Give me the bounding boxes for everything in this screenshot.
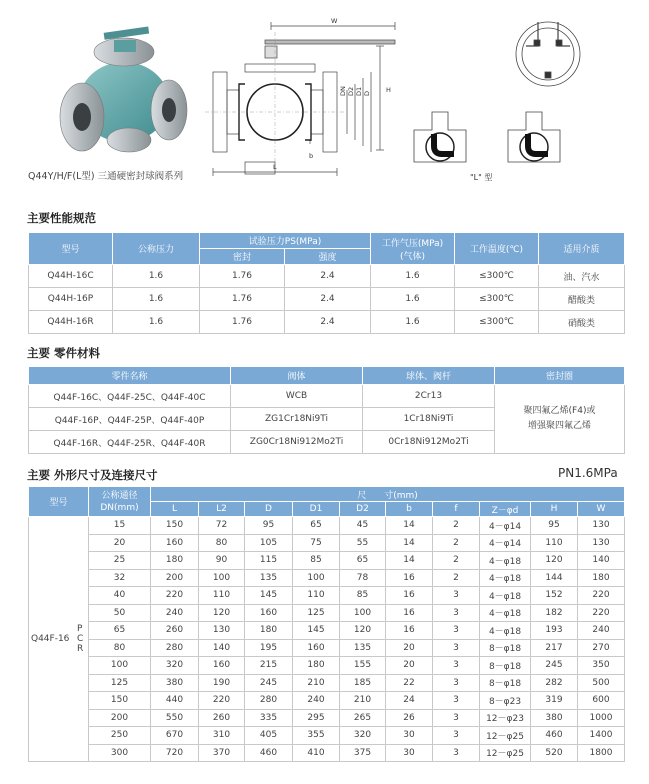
seal-material-cell: 聚四氟乙烯(F4)或 增强聚四氟乙烯 [495,385,625,454]
table-cell: 3 [433,639,480,657]
svg-text:L: L [273,163,277,171]
table-cell: 250 [89,727,151,745]
table-cell: 380 [151,674,199,692]
table-row [29,744,625,762]
header-part-name: 零件名称 [29,367,231,385]
table-cell: 65 [89,622,151,640]
table-cell: 280 [151,639,199,657]
table-cell: 16 [386,604,433,622]
table-cell: 460 [531,727,578,745]
table-cell: 20 [89,534,151,552]
table-cell: 670 [151,727,199,745]
header-medium: 适用介质 [539,233,625,265]
table-cell: 4－φ14 [480,517,531,535]
table-cell: 100 [340,604,386,622]
table-cell: 22 [386,674,433,692]
table-cell: 4－φ18 [480,587,531,605]
dimensions-table: 型号 公称通径 DN(mm) 尺 寸(mm) L L2 D D1 D2 b f Z－φd H W Q44F-16 P C R 15 150 72 95 65 45 14 2 4－φ14 95 130 20 160 80 105 75 55 14 2 4－φ14 110 130 25 180 90 115 85 65 14 2 4－φ18 120 140 32 200 100 135 100 78 16 2 4－φ18 144 180 40 220 110 145 110 85 16 3 4－φ18 152 220 50 240 120 160 125 100 16 3 4－φ18 182 220 65 260 130 180 145 120 16 3 4－φ18 193 240 80 280 140 195 160 135 20 3 8－φ18 217 270 100 320 160 215 180 155 20 3 8－φ18 245 350 125 380 190 245 210 185 22 3 8－φ18 282 500 150 440 220 280 240 210 24 3 8－φ23 319 600 200 550 260 335 295 265 26 3 12－φ23 380 1000 250 670 310 405 355 320 30 3 12－φ25 460 1400 300 720 370 460 410 375 30 3 12－φ25 520 1800 [28,486,625,762]
svg-text:DN: DN [339,86,347,96]
table-cell: 140 [578,552,625,570]
header-test-pressure: 试验压力PS(MPa) [200,233,371,249]
table-cell: 90 [199,552,245,570]
table-cell: 8－φ18 [480,657,531,675]
table-cell: 240 [578,622,625,640]
table-cell: 100 [199,569,245,587]
model-main: Q44F-16 [31,634,70,644]
svg-text:D1: D1 [355,86,363,96]
table-cell: 155 [340,657,386,675]
table-cell: 460 [245,744,293,762]
table-cell: 200 [89,709,151,727]
table-cell: 720 [151,744,199,762]
table-cell: 12－φ25 [480,744,531,762]
performance-table [28,232,625,334]
table-cell: 4－φ18 [480,569,531,587]
table-row: Q44F-16R、Q44F-25R、Q44F-40R ZG0Cr18Ni912Mo2Ti 0Cr18Ni912Mo2Ti [29,431,625,454]
svg-text:f: f [309,138,312,146]
table-cell: 265 [340,709,386,727]
table-row: Q44H-16R 1.6 1.76 2.4 1.6 ≤300℃ 硝酸类 [29,311,625,334]
table-cell: 500 [578,674,625,692]
table-cell: 180 [151,552,199,570]
table-cell: 160 [199,657,245,675]
header-size: 尺 寸(mm) [151,487,625,502]
table-row [29,517,625,535]
table-cell: 85 [340,587,386,605]
table-cell: 120 [199,604,245,622]
table-cell: 140 [199,639,245,657]
table-cell: 215 [245,657,293,675]
table-cell: 95 [245,517,293,535]
header-temperature: 工作温度(℃) [455,233,539,265]
table-cell: 150 [89,692,151,710]
table-cell: 3 [433,657,480,675]
svg-text:D: D [363,90,371,96]
table-cell: 65 [340,552,386,570]
table-cell: 210 [340,692,386,710]
table-cell: 100 [89,657,151,675]
section-materials-title: 主要 零件材料 [27,346,101,360]
table-cell: 78 [340,569,386,587]
header-seal-ring: 密封圈 [495,367,625,385]
table-cell: 30 [386,744,433,762]
table-cell: 80 [89,639,151,657]
svg-text:W: W [331,17,338,25]
table-cell: 3 [433,727,480,745]
table-cell: 245 [245,674,293,692]
table-cell: 370 [199,744,245,762]
table-cell: 55 [340,534,386,552]
header-model: 型号 [29,487,89,517]
svg-text:b: b [309,152,314,160]
model-cell [29,517,89,762]
table-cell: 3 [433,604,480,622]
table-cell: 550 [151,709,199,727]
table-cell: 4－φ18 [480,552,531,570]
table-row [29,657,625,675]
table-cell: 310 [199,727,245,745]
photo-caption: Q44Y/H/F(L型) 三通硬密封球阀系列 [28,171,184,182]
header-body: 阀体 [231,367,363,385]
svg-text:"L" 型: "L" 型 [470,173,493,182]
table-cell: 4－φ18 [480,604,531,622]
table-cell: 160 [151,534,199,552]
table-cell: 320 [340,727,386,745]
table-cell: 319 [531,692,578,710]
table-cell: 185 [340,674,386,692]
table-cell: 75 [293,534,340,552]
table-cell: 355 [293,727,340,745]
table-cell: 65 [293,517,340,535]
header-gas-pressure: 工作气压(MPa) (气体) [371,233,455,265]
table-cell: 12－φ23 [480,709,531,727]
table-cell: 180 [578,569,625,587]
section-performance-title: 主要性能规范 [27,211,96,225]
model-letter: P [77,624,83,634]
header-strength: 强度 [285,249,371,265]
table-cell: 12－φ25 [480,727,531,745]
table-cell: 1400 [578,727,625,745]
model-letter: C [77,634,84,644]
table-cell: 145 [245,587,293,605]
table-cell: 240 [293,692,340,710]
header-nominal-diameter: 公称通径 DN(mm) [89,487,151,517]
table-cell: 145 [293,622,340,640]
table-cell: 1800 [578,744,625,762]
table-cell: 270 [578,639,625,657]
table-cell: 160 [293,639,340,657]
table-cell: 3 [433,744,480,762]
table-cell: 95 [531,517,578,535]
table-cell: 110 [293,587,340,605]
materials-table [28,366,625,454]
table-cell: 50 [89,604,151,622]
table-cell: 24 [386,692,433,710]
table-row [29,692,625,710]
svg-text:H: H [386,86,391,94]
table-cell: 135 [245,569,293,587]
table-row [29,709,625,727]
table-row: Q44F-16P、Q44F-25P、Q44F-40P ZG1Cr18Ni9Ti 1Cr18Ni9Ti [29,408,625,431]
table-cell: 2 [433,569,480,587]
table-cell: 380 [531,709,578,727]
table-cell: 300 [89,744,151,762]
table-cell: 105 [245,534,293,552]
table-cell: 182 [531,604,578,622]
table-cell: 130 [199,622,245,640]
table-cell: 195 [245,639,293,657]
header-seal: 密封 [200,249,285,265]
table-cell: 240 [151,604,199,622]
table-cell: 217 [531,639,578,657]
table-cell: 3 [433,709,480,727]
l-type-flow-diagram [408,12,608,182]
table-cell: 14 [386,552,433,570]
table-cell: 2 [433,517,480,535]
table-cell: 160 [245,604,293,622]
table-cell: 440 [151,692,199,710]
table-cell: 320 [151,657,199,675]
table-cell: 30 [386,727,433,745]
table-cell: 2 [433,534,480,552]
table-cell: 260 [199,709,245,727]
table-cell: 3 [433,622,480,640]
table-cell: 120 [340,622,386,640]
table-cell: 260 [151,622,199,640]
table-cell: 220 [199,692,245,710]
table-cell: 20 [386,657,433,675]
table-cell: 210 [293,674,340,692]
valve-photo [44,22,204,162]
header-ball-stem: 球体、阀杆 [363,367,495,385]
table-cell: 520 [531,744,578,762]
table-cell: 245 [531,657,578,675]
table-cell: 72 [199,517,245,535]
table-cell: 8－φ23 [480,692,531,710]
table-row [29,587,625,605]
valve-dimension-drawing [205,12,405,182]
table-cell: 150 [151,517,199,535]
table-cell: 125 [89,674,151,692]
table-cell: 152 [531,587,578,605]
table-cell: 405 [245,727,293,745]
table-cell: 220 [578,604,625,622]
table-cell: 282 [531,674,578,692]
table-cell: 40 [89,587,151,605]
model-letter: R [77,644,84,654]
table-row: Q44H-16P 1.6 1.76 2.4 1.6 ≤300℃ 醋酸类 [29,288,625,311]
table-row [29,727,625,745]
pressure-rating: PN1.6MPa [558,466,618,480]
table-row [29,534,625,552]
table-cell: 16 [386,622,433,640]
table-cell: 600 [578,692,625,710]
table-cell: 100 [293,569,340,587]
table-cell: 110 [531,534,578,552]
table-cell: 80 [199,534,245,552]
table-cell: 295 [293,709,340,727]
svg-text:D2: D2 [347,86,355,96]
table-row [29,674,625,692]
table-cell: 4－φ14 [480,534,531,552]
table-row: Q44H-16C 1.6 1.76 2.4 1.6 ≤300℃ 油、汽水 [29,265,625,288]
table-cell: 193 [531,622,578,640]
table-row: Q44F-16C、Q44F-25C、Q44F-40C WCB 2Cr13 聚四氟乙烯(F4)或 增强聚四氟乙烯 [29,385,625,408]
table-cell: 130 [578,534,625,552]
table-cell: 4－φ18 [480,622,531,640]
table-cell: 26 [386,709,433,727]
table-cell: 125 [293,604,340,622]
table-cell: 3 [433,692,480,710]
table-cell: 375 [340,744,386,762]
table-cell: 180 [245,622,293,640]
table-cell: 20 [386,639,433,657]
table-cell: 115 [245,552,293,570]
table-cell: 220 [151,587,199,605]
table-cell: 410 [293,744,340,762]
table-cell: 280 [245,692,293,710]
table-row [29,569,625,587]
table-cell: 25 [89,552,151,570]
table-cell: 200 [151,569,199,587]
table-cell: 3 [433,587,480,605]
table-cell: 220 [578,587,625,605]
table-cell: 8－φ18 [480,674,531,692]
table-cell: 130 [578,517,625,535]
table-cell: 15 [89,517,151,535]
table-cell: 110 [199,587,245,605]
table-cell: 16 [386,587,433,605]
table-cell: 2 [433,552,480,570]
table-row [29,604,625,622]
table-row [29,552,625,570]
table-cell: 180 [293,657,340,675]
table-cell: 120 [531,552,578,570]
table-cell: 335 [245,709,293,727]
table-cell: 14 [386,517,433,535]
table-cell: 144 [531,569,578,587]
table-cell: 14 [386,534,433,552]
table-cell: 1000 [578,709,625,727]
table-cell: 16 [386,569,433,587]
table-cell: 85 [293,552,340,570]
table-cell: 350 [578,657,625,675]
table-cell: 3 [433,674,480,692]
table-row [29,622,625,640]
header-pressure: 公称压力 [113,233,200,265]
section-dimensions-title: 主要 外形尺寸及连接尺寸 [27,468,158,482]
table-row [29,639,625,657]
table-cell: 45 [340,517,386,535]
table-cell: 8－φ18 [480,639,531,657]
table-cell: 32 [89,569,151,587]
table-cell: 190 [199,674,245,692]
header-model: 型号 [29,233,113,265]
table-cell: 135 [340,639,386,657]
